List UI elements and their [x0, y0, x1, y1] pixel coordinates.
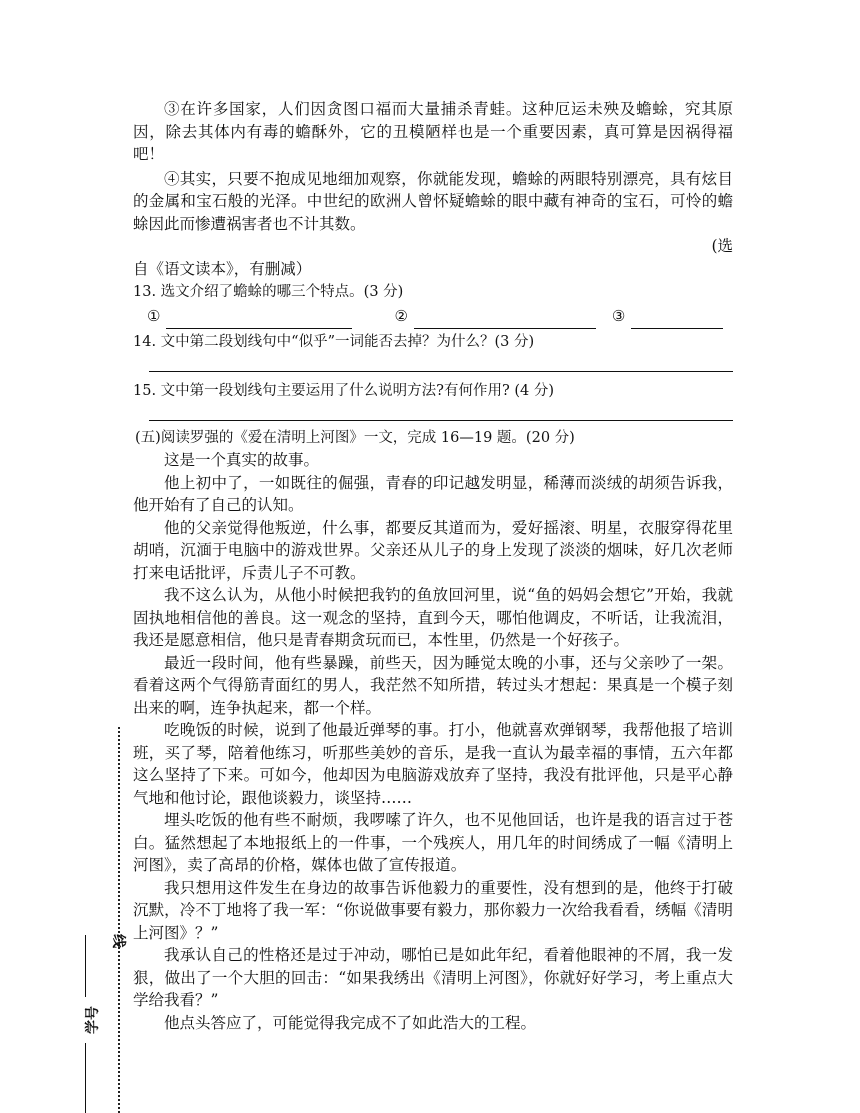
story-paragraph-1: 这是一个真实的故事。	[164, 451, 320, 469]
story-paragraph-10: 他点头答应了，可能觉得我完成不了如此浩大的工程。	[164, 1013, 537, 1032]
answer-line-15[interactable]	[149, 404, 733, 421]
question-13-blanks	[133, 303, 733, 329]
source-tail-row	[133, 235, 733, 258]
source-tail: (选	[711, 237, 733, 255]
story-paragraph-6: 吃晚饭的时候，说到了他最近弹琴的事。打小，他就喜欢弹钢琴，我帮他报了培训班，买了琴，陪着他练习，听那些美妙的音乐，是我一直认为最幸福的事情，五六年都这么坚持了下来。可如今，他却因为电脑游戏放弃了坚持，我没有批评他，只是平心静气地和他讨论，跟他谈毅力，谈坚持……	[133, 721, 733, 807]
story-paragraph-7: 埋头吃饭的他有些不耐烦，我啰嗦了许久，也不见他回话，也许是我的语言过于苍白。猛然想起了本地报纸上的一件事，一个残疾人，用几年的时间绣成了一幅《清明上河图》，卖了高昂的价格，媒体也做了宣传报道。	[133, 811, 733, 874]
student-id-field-line-lower	[85, 1043, 86, 1113]
student-id-field-line-upper	[85, 935, 86, 997]
document-body	[133, 98, 733, 1034]
binding-line-label: 线	[110, 934, 126, 948]
story-paragraph-3: 他的父亲觉得他叛逆，什么事，都要反其道而为，爱好摇滚、明星，衣服穿得花里胡哨，沉湎于电脑中的游戏世界。父亲还从儿子的身上发现了淡淡的烟味，好几次老师打来电话批评，斥责儿子不可教。	[133, 518, 733, 582]
answer-blank-3[interactable]	[631, 310, 723, 329]
paragraph-3: ③在许多国家，人们因贪图口福而大量捕杀青蛙。这种厄运未殃及蟾蜍，究其原因，除去其体内有毒的蟾酥外，它的丑模陋样也是一个重要因素，真可算是因祸得福吧！	[133, 100, 733, 163]
answer-blank-1[interactable]	[166, 310, 352, 329]
question-13: 13. 选文介绍了蟾蜍的哪三个特点。(3 分)	[133, 284, 404, 300]
blank-mark-1: ①	[147, 307, 161, 325]
student-id-label: 学号	[85, 1006, 101, 1034]
section-5-heading: (五)阅读罗强的《爱在清明上河图》一文，完成 16—19 题。(20 分)	[135, 430, 575, 446]
source-citation: 自《语文读本》，有删减）	[133, 259, 312, 278]
question-14: 14. 文中第二段划线句中“似乎”一词能否去掉？为什么？(3 分)	[133, 334, 535, 350]
story-paragraph-5: 最近一段时间，他有些暴躁，前些天，因为睡觉太晚的小事，还与父亲吵了一架。看着这两个气得筋青面红的男人，我茫然不知所措，转过头才想起：果真是一个模子刻出来的啊，连争执起来，都一个样。	[133, 653, 733, 717]
binding-dotted-line	[118, 727, 120, 1113]
blank-mark-2: ②	[394, 307, 408, 325]
answer-line-14[interactable]	[149, 355, 733, 372]
blank-mark-3: ③	[611, 307, 626, 325]
answer-blank-2[interactable]	[414, 310, 596, 329]
question-15: 15. 文中第一段划线句主要运用了什么说明方法?有何作用? (4 分)	[133, 383, 554, 399]
story-paragraph-2: 他上初中了，一如既往的倔强，青春的印记越发明显，稀薄而淡绒的胡须告诉我，他开始有了自己的认知。	[133, 473, 733, 514]
story-paragraph-8: 我只想用这件发生在身边的故事告诉他毅力的重要性，没有想到的是，他终于打破沉默，冷不丁地将了我一军：“你说做事要有毅力，那你毅力一次给我看看，绣幅《清明上河图》？”	[133, 878, 733, 942]
paragraph-4: ④其实，只要不抱成见地细加观察，你就能发现，蟾蜍的两眼特别漂亮，具有炫目的金属和宝石般的光泽。中世纪的欧洲人曾怀疑蟾蜍的眼中藏有神奇的宝石，可怜的蟾蜍因此而惨遭祸害者也不计其数。	[133, 169, 733, 233]
story-paragraph-9: 我承认自己的性格还是过于冲动，哪怕已是如此年纪，看着他眼神的不屑，我一发狠，做出了一个大胆的回击：“如果我绣出《清明上河图》，你就好好学习，考上重点大学给我看？”	[133, 946, 733, 1009]
story-paragraph-4: 我不这么认为，从他小时候把我钓的鱼放回河里，说“鱼的妈妈会想它”开始，我就固执地相信他的善良。这一观念的坚持，直到今天，哪怕他调皮，不听话，让我流泪，我还是愿意相信，他只是青春期贪玩而已，本性里，仍然是一个好孩子。	[133, 586, 733, 649]
